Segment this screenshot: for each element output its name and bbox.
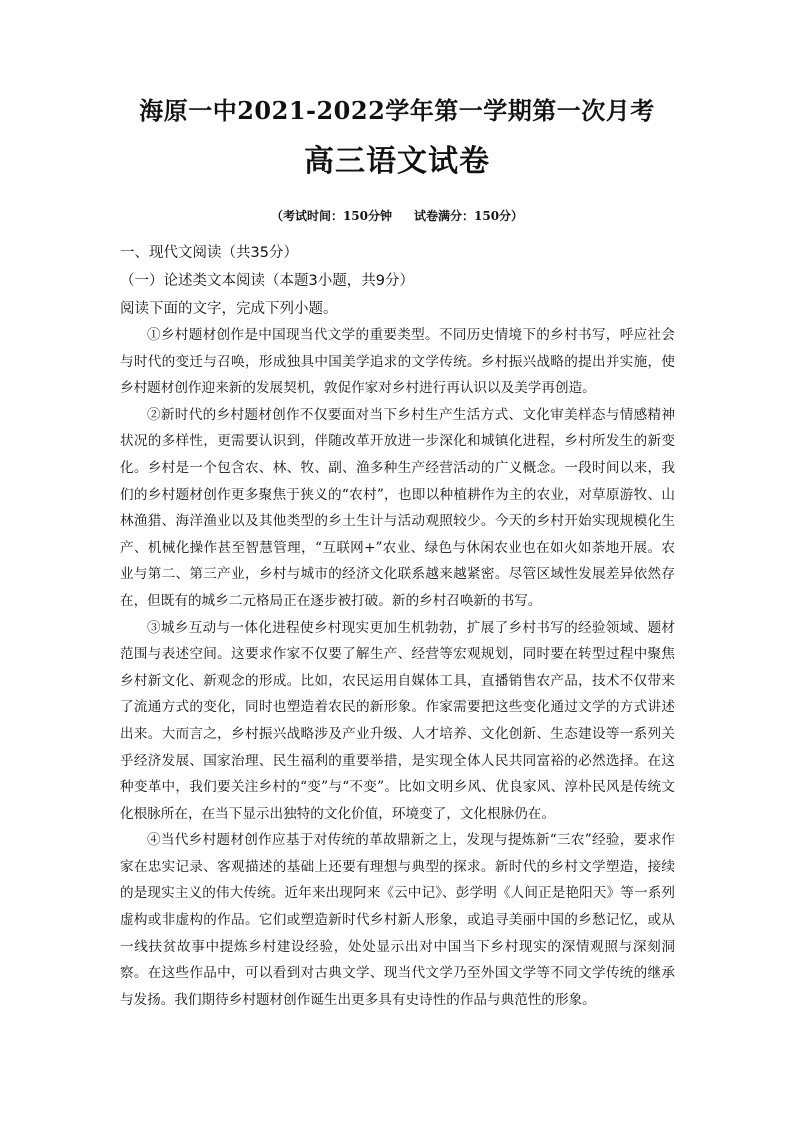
reading-passage <box>120 322 675 1013</box>
exam-title: 海原一中2021-2022学年第一学期第一次月考 <box>139 96 655 125</box>
reading-instruction: 阅读下面的文字，完成下列小题。 <box>120 301 338 317</box>
exam-subtitle: 高三语文试卷 <box>304 144 490 179</box>
exam-info <box>0 206 794 226</box>
passage-paragraph-1: ①乡村题材创作是中国现当代文学的重要类型。不同历史情境下的乡村书写，呼应社会与时代的变迁与召唤，形成独具中国美学追求的文学传统。乡村振兴战略的提出并实施，使乡村题材创作迎来新的发展契机，敦促作家对乡村进行再认识以及美学再创造。 <box>120 327 675 397</box>
subsection-heading: （一）论述类文本阅读（本题3小题，共9分） <box>120 273 414 289</box>
passage-paragraph-4: ④当代乡村题材创作应基于对传统的革故鼎新之上，发现与提炼新“三农”经验，要求作家在忠实记录、客观描述的基础上还要有理想与典型的探求。新时代的乡村文学塑造，接续的是现实主义的伟大传统。近年来出现阿来《云中记》、彭学明《人间正是艳阳天》等一系列虚构或非虚构的作品。它们或塑造新时代乡村新人形象，或追寻美丽中国的乡愁记忆，或从一线扶贫故事中提炼乡村建设经验，处处显示出对中国当下乡村现实的深情观照与深刻洞察。在这些作品中，可以看到对古典文学、现当代文学乃至外国文学等不同文学传统的继承与发扬。我们期待乡村题材创作诞生出更多具有史诗性的作品与典范性的形象。 <box>120 832 675 1008</box>
full-score: 试卷满分：150分） <box>414 209 524 223</box>
passage-paragraph-3: ③城乡互动与一体化进程使乡村现实更加生机勃勃，扩展了乡村书写的经验领域、题材范围与表述空间。这要求作家不仅要了解生产、经营等宏观规划，同时要在转型过程中聚焦乡村新文化、新观念的形成。比如，农民运用自媒体工具，直播销售农产品，技术不仅带来了流通方式的变化，同时也塑造着农民的新形象。作家需要把这些变化通过文学的方式讲述出来。大而言之，乡村振兴战略涉及产业升级、人才培养、文化创新、生态建设等一系列关乎经济发展、国家治理、民生福利的重要举措，是实现全体人民共同富裕的必然选择。在这种变革中，我们要关注乡村的“变”与“不变”。比如文明乡风、优良家风、淳朴民风是传统文化根脉所在，在当下显示出独特的文化价值，环境变了，文化根脉仍在。 <box>120 619 675 822</box>
passage-paragraph-2: ②新时代的乡村题材创作不仅要面对当下乡村生产生活方式、文化审美样态与情感精神状况的多样性，更需要认识到，伴随改革开放进一步深化和城镇化进程，乡村所发生的新变化。乡村是一个包含农、林、牧、副、渔多种生产经营活动的广义概念。一段时间以来，我们的乡村题材创作更多聚焦于狭义的“农村”，也即以种植耕作为主的农业，对草原游牧、山林渔猎、海洋渔业以及其他类型的乡土生计与活动观照较少。今天的乡村开始实现规模化生产、机械化操作甚至智慧管理，“互联网+”农业、绿色与休闲农业也在如火如荼地开展。农业与第二、第三产业，乡村与城市的经济文化联系越来越紧密。尽管区域性发展差异依然存在，但既有的城乡二元格局正在逐步被打破。新的乡村召唤新的书写。 <box>120 406 675 609</box>
section-heading: 一、现代文阅读（共35分） <box>120 245 298 261</box>
exam-time: （考试时间：150分钟 <box>270 209 392 223</box>
